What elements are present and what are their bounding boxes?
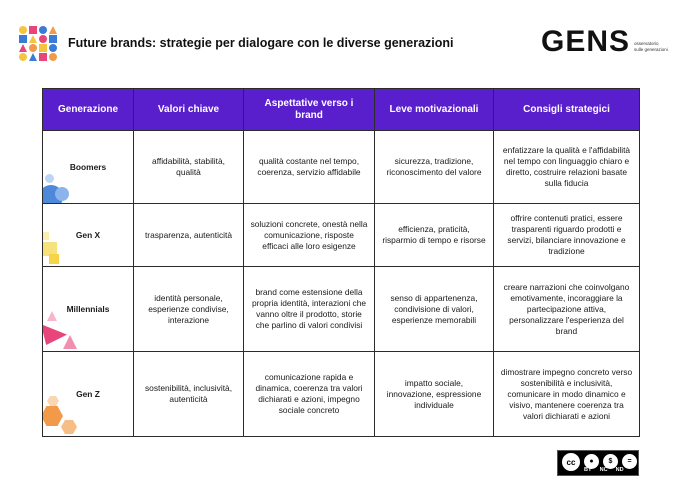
- creative-commons-badge: [557, 450, 639, 476]
- logo-dot: [29, 44, 37, 52]
- gens-logo-word: GENS: [541, 25, 631, 58]
- gens-logo-tagline: osservatorio sulle generazioni: [634, 41, 668, 52]
- generation-label: Boomers: [69, 161, 107, 172]
- values-cell: identità personale, esperienze condivise, interazione: [134, 267, 244, 352]
- advice-cell: enfatizzare la qualità e l'affidabilità nel tempo con linguaggio chiaro e diretto, costruire relazioni basate sulla fiducia: [494, 131, 640, 204]
- advice-cell: creare narrazioni che coinvolgano emotivamente, incoraggiare la partecipazione attiva, personalizzare l'esperienza del brand: [494, 267, 640, 352]
- header-key-values: Valori chiave: [134, 89, 244, 131]
- logo-dot: [49, 44, 57, 52]
- table-row: [43, 204, 640, 267]
- noderivatives-icon: =: [621, 453, 638, 470]
- generation-cell: [43, 352, 134, 437]
- values-cell: affidabilità, stabilità, qualità: [134, 131, 244, 204]
- generation-label: Gen Z: [76, 388, 100, 399]
- page-title: Future brands: strategie per dialogare con le diverse generazioni: [68, 36, 454, 50]
- logo-dot: [19, 53, 27, 61]
- table-header-row: [43, 89, 640, 131]
- logo-triangle: [19, 44, 27, 52]
- pink-triangle-decoration: [47, 311, 57, 321]
- blue-circle-decoration: [45, 174, 54, 183]
- logo-triangle: [29, 35, 37, 43]
- generation-label: Millennials: [66, 303, 110, 314]
- advice-cell: dimostrare impegno concreto verso sostenibilità e inclusività, comunicare in modo dinamico e visivo, mantenere coerenza tra valori dichiarati e azioni: [494, 352, 640, 437]
- logo-square: [39, 44, 47, 52]
- levers-cell: efficienza, praticità, risparmio di tempo e risorse: [375, 204, 494, 267]
- advice-cell: offrire contenuti pratici, essere trasparenti riguardo prodotti e servizi, bilanciare innovazione e tradizione: [494, 204, 640, 267]
- orange-hexagon-decoration: [47, 396, 59, 406]
- noncommercial-icon: $: [602, 453, 619, 470]
- header-expectations: Aspettative verso i brand: [244, 89, 375, 131]
- license-label-by: BY: [584, 467, 592, 473]
- table-row: [43, 131, 640, 204]
- logo-dot: [49, 53, 57, 61]
- logo-triangle: [29, 53, 37, 61]
- logo-dot: [39, 26, 47, 34]
- license-label-nc: NC: [599, 467, 608, 473]
- generation-cell: [43, 204, 134, 267]
- attribution-icon: ●: [583, 453, 600, 470]
- blue-circle-decoration: [55, 187, 69, 201]
- gens-logo: [541, 24, 666, 64]
- logo-square: [29, 26, 37, 34]
- levers-cell: sicurezza, tradizione, riconoscimento del valore: [375, 131, 494, 204]
- logo-dot: [39, 35, 47, 43]
- strategy-table: [42, 88, 640, 437]
- expectations-cell: qualità costante nel tempo, coerenza, servizio affidabile: [244, 131, 375, 204]
- header-strategic-advice: Consigli strategici: [494, 89, 640, 131]
- logo-dot: [19, 26, 27, 34]
- table-row: [43, 267, 640, 352]
- values-cell: trasparenza, autenticità: [134, 204, 244, 267]
- levers-cell: senso di appartenenza, condivisione di valori, esperienze memorabili: [375, 267, 494, 352]
- expectations-cell: brand come estensione della propria identità, interazioni che vanno oltre il prodotto, storie che parlino di valori condivisi: [244, 267, 375, 352]
- generation-cell: [43, 131, 134, 204]
- logo-square: [19, 35, 27, 43]
- logo-triangle: [49, 26, 57, 34]
- levers-cell: impatto sociale, innovazione, espressione individuale: [375, 352, 494, 437]
- pink-triangle-decoration: [63, 335, 77, 349]
- expectations-cell: soluzioni concrete, onestà nella comunicazione, risposte efficaci alle loro esigenze: [244, 204, 375, 267]
- logo-square: [39, 53, 47, 61]
- yellow-square-decoration: [43, 232, 50, 240]
- generation-label: Gen X: [75, 229, 101, 240]
- cc-icon: cc: [561, 452, 581, 472]
- header-motivational-levers: Leve motivazionali: [375, 89, 494, 131]
- logo-square: [49, 35, 57, 43]
- pink-triangle-decoration: [43, 319, 68, 345]
- generation-cell: [43, 267, 134, 352]
- orange-hexagon-decoration: [61, 420, 77, 434]
- header-generation: Generazione: [43, 89, 134, 131]
- expectations-cell: comunicazione rapida e dinamica, coerenza tra valori dichiarati e azioni, impegno sociale concreto: [244, 352, 375, 437]
- license-label-nd: ND: [615, 467, 624, 473]
- values-cell: sostenibilità, inclusività, autenticità: [134, 352, 244, 437]
- table-row: [43, 352, 640, 437]
- orange-hexagon-decoration: [43, 406, 64, 426]
- brand-logo-grid: [19, 26, 59, 62]
- yellow-square-decoration: [49, 254, 59, 264]
